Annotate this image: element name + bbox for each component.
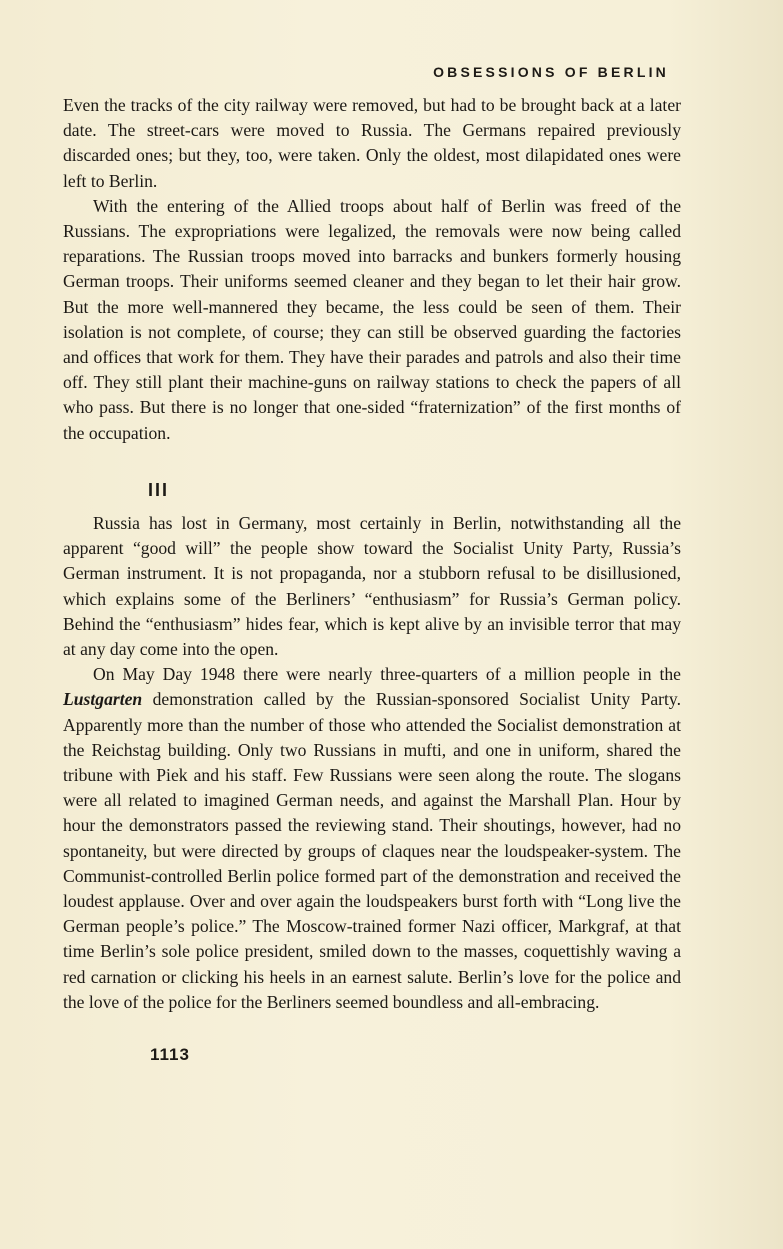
- may-day-text-start: On May Day 1948 there were nearly three-quarters of a million people in the: [93, 664, 681, 685]
- page-number: 1113: [150, 1045, 190, 1064]
- paragraph-may-day: [63, 662, 681, 1015]
- body-text-section-3: [63, 511, 681, 1015]
- may-day-text-rest: demonstration called by the Russian-sponsored Socialist Unity Party. Apparently more than the number of those who attended the Socialist demonstration at the Reichstag building. Only two Russians in mufti, and one in uniform, shared the tribune with Piek and his staff. Few Russians were seen along the route. The slogans were all related to imagined German needs, and against the Marshall Plan. Hour by hour the demonstrators passed the reviewing stand. Their shoutings, however, had no spontaneity, but were directed by groups of claques near the loudspeaker-system. The Communist-controlled Berlin police formed part of the demonstration and received the loudest applause. Over and over again the loudspeakers burst forth with “Long live the German people’s police.” The Moscow-trained former Nazi officer, Markgraf, at that time Berlin’s sole police president, smiled down to the masses, coquettishly waving a red carnation or clicking his heels in an earnest salute. Berlin’s love for the police and the love of the police for the Berliners seemed boundless and all-embracing.: [63, 689, 681, 1012]
- lustgarten-italic: Lustgarten: [63, 689, 143, 710]
- paragraph-russia-lost: Russia has lost in Germany, most certainly in Berlin, notwithstanding all the apparent “good will” the people show toward the Socialist Unity Party, Russia’s German instrument. It is not propaganda, nor a stubborn refusal to be disillusioned, which explains some of the Berliners’ “enthusiasm” for Russia’s German policy. Behind the “enthusiasm” hides fear, which is kept alive by an invisible terror that may at any day come into the open.: [63, 513, 681, 660]
- running-head: OBSESSIONS OF BERLIN: [433, 64, 669, 80]
- paragraph-railway: Even the tracks of the city railway were removed, but had to be brought back at a later date. The street-cars were moved to Russia. The Germans repaired previously discarded ones; but they, too, were taken. Only the oldest, most dilapidated ones were left to Berlin.: [63, 95, 681, 191]
- paragraph-allied-troops: With the entering of the Allied troops about half of Berlin was freed of the Russians. The expropriations were legalized, the removals were now being called reparations. The Russian troops moved into barracks and bunkers formerly housing German troops. Their uniforms seemed cleaner and they began to let their hair grow. But the more well-mannered they became, the less could be seen of them. Their isolation is not complete, of course; they can still be observed guarding the factories and offices that work for them. They have their parades and patrols and also their time off. They still plant their machine-guns on railway stations to check the papers of all who pass. But there is no longer that one-sided “fraternization” of the first months of the occupation.: [63, 195, 681, 443]
- body-text-top: [63, 93, 681, 446]
- section-numeral: III: [148, 480, 170, 500]
